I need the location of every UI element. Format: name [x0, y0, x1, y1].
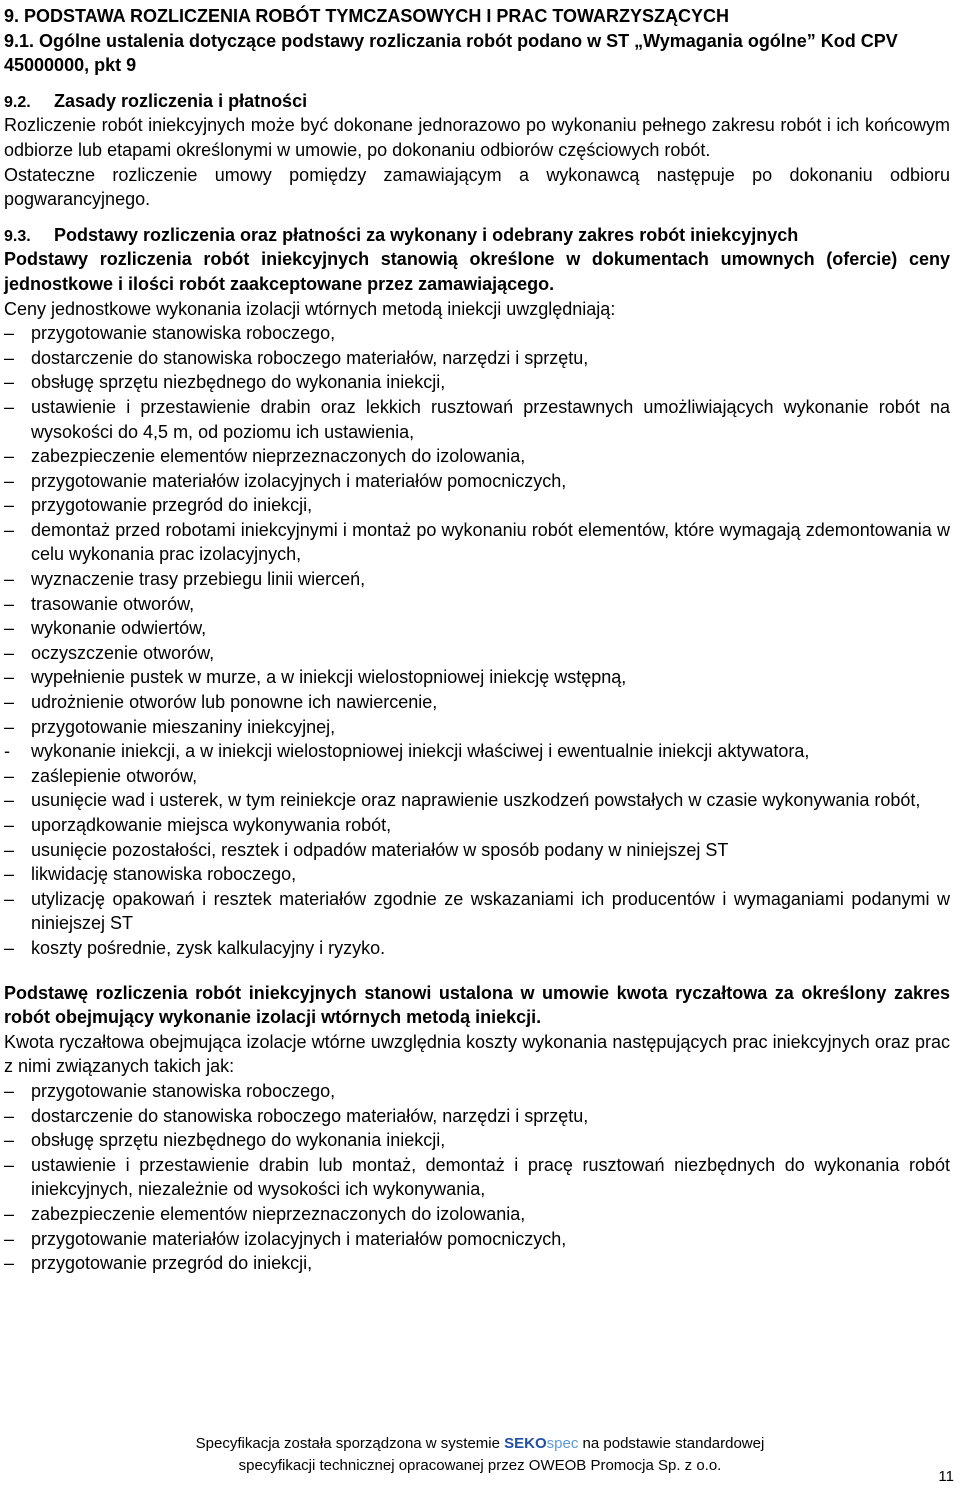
list-item-text: wykonanie odwiertów,: [31, 618, 207, 639]
list-item-text: wykonanie iniekcji, a w iniekcji wielostopniowej iniekcji właściwej i ewentualnie iniekcji aktywatora,: [31, 741, 810, 762]
list-item: [4, 518, 950, 567]
list-item-text: przygotowanie przegród do iniekcji,: [31, 1253, 313, 1274]
list-item: [4, 665, 950, 690]
list-item: [4, 616, 950, 641]
list-item-text: dostarczenie do stanowiska roboczego materiałów, narzędzi i sprzętu,: [31, 347, 589, 368]
list-item: [4, 715, 950, 740]
list-item: [4, 862, 950, 887]
section-9-2-paragraph-2: Ostateczne rozliczenie umowy pomiędzy zamawiającym a wykonawcą następuje po dokonaniu odbioru pogwarancyjnego.: [4, 164, 950, 210]
list-item-text: udrożnienie otworów lub ponowne ich nawiercenie,: [31, 692, 438, 713]
list-item-text: zabezpieczenie elementów nieprzeznaczonych do izolowania,: [31, 446, 526, 467]
spacer: [4, 212, 950, 223]
section-9-3-bold-paragraph: Podstawy rozliczenia robót iniekcyjnych stanowią określone w dokumentach umownych (ofercie) ceny jednostkowe i ilości robót zaakceptowane przez zamawiającego.: [4, 249, 950, 294]
list-dash: –: [4, 1105, 15, 1126]
list-item-text: przygotowanie stanowiska roboczego,: [31, 1080, 336, 1101]
footer-text-post: na podstawie standardowej: [582, 1435, 765, 1452]
section-9-3-heading: [4, 223, 950, 248]
list-item: [4, 1128, 950, 1153]
list-item: [4, 395, 950, 444]
list-item: [4, 788, 950, 813]
list-dash: –: [4, 1080, 15, 1101]
list-item-text: wyznaczenie trasy przebiegu linii wierceń,: [31, 569, 366, 590]
list-item: [4, 764, 950, 789]
document-page: [4, 4, 950, 1276]
list-dash: –: [4, 692, 15, 713]
list-dash: –: [4, 495, 15, 516]
page-number: 11: [938, 1468, 954, 1485]
footer-line-2: specyfikacji technicznej opracowanej przez OWEOB Promocja Sp. z o.o.: [238, 1457, 722, 1474]
list-item-text: uporządkowanie miejsca wykonywania robót,: [31, 815, 392, 835]
list-dash: –: [4, 937, 15, 958]
list-item-text: przygotowanie przegród do iniekcji,: [31, 495, 313, 516]
list-dash: –: [4, 569, 15, 590]
spacer: [4, 78, 950, 89]
section-9-2-number: 9.2.: [4, 93, 31, 111]
list-item: [4, 1251, 950, 1276]
list-item-text: zabezpieczenie elementów nieprzeznaczonych do izolowania,: [31, 1203, 526, 1224]
list-item: [4, 1104, 950, 1129]
list-dash: –: [4, 642, 15, 663]
list-dash: –: [4, 1130, 15, 1151]
list-item-text: demontaż przed robotami iniekcyjnymi i montaż po wykonaniu robót elementów, które wymagają zdemontowania w celu wykonania prac izolacyjnych,: [31, 519, 950, 565]
list-item: [4, 469, 950, 494]
list-item-text: przygotowanie mieszaniny iniekcyjnej,: [31, 716, 336, 737]
list-item: [4, 641, 950, 666]
list-item-text: obsługę sprzętu niezbędnego do wykonania iniekcji,: [31, 1130, 446, 1151]
list-item-text: likwidację stanowiska roboczego,: [31, 864, 297, 885]
list-dash: –: [4, 618, 15, 639]
list-item-text: ustawienie i przestawienie drabin oraz lekkich rusztowań przestawnych umożliwiających wykonanie robót na wysokości do 4,5 m, od poziomu ich ustawienia,: [31, 396, 950, 442]
lump-sum-intro: Kwota ryczałtowa obejmująca izolacje wtórne uwzględnia koszty wykonania następujących prac iniekcyjnych oraz prac z nimi związanych takich jak:: [4, 1031, 950, 1077]
list-item: [4, 321, 950, 346]
section-9-2-paragraph-1: Rozliczenie robót iniekcyjnych może być dokonane jednorazowo po wykonaniu pełnego zakresu robót i ich końcowym odbiorze lub etapami określonymi w umowie, po dokonaniu odbiorów częściowych robót.: [4, 115, 950, 160]
page-footer: [0, 1433, 960, 1477]
list-dash: –: [4, 667, 15, 688]
brand-part-b: spec: [546, 1435, 579, 1452]
list-item-text: przygotowanie materiałów izolacyjnych i materiałów pomocniczych,: [31, 1228, 567, 1249]
footer-line-1: [0, 1433, 960, 1455]
list-item-text: przygotowanie materiałów izolacyjnych i materiałów pomocniczych,: [31, 470, 567, 491]
list-item-text: obsługę sprzętu niezbędnego do wykonania iniekcji,: [31, 372, 446, 393]
list-dash: –: [4, 519, 15, 540]
list-item: [4, 690, 950, 715]
list-item: [4, 813, 950, 838]
list-dash: –: [4, 1154, 15, 1175]
list-item: [4, 370, 950, 395]
section-title: 9. PODSTAWA ROZLICZENIA ROBÓT TYMCZASOWYCH I PRAC TOWARZYSZĄCYCH: [4, 6, 730, 26]
list-dash: –: [4, 1253, 15, 1274]
list-item-text: przygotowanie stanowiska roboczego,: [31, 323, 336, 344]
footer-text-pre: Specyfikacja została sporządzona w systemie: [195, 1435, 500, 1452]
brand-part-a: SEKO: [504, 1435, 547, 1452]
list-item: [4, 346, 950, 371]
list-item: [4, 493, 950, 518]
list-item-text: zaślepienie otworów,: [31, 765, 198, 786]
list-dash: –: [4, 790, 15, 811]
list-dash: –: [4, 864, 15, 885]
list-item: [4, 1153, 950, 1202]
list-item: [4, 887, 950, 936]
list-dash: –: [4, 470, 15, 491]
section-9-2-title: Zasady rozliczenia i płatności: [54, 90, 308, 111]
list-dash: –: [4, 888, 15, 909]
list-item: [4, 444, 950, 469]
list-item-text: utylizację opakowań i resztek materiałów zgodnie ze wskazaniami ich producentów i wymaganiami podanymi w niniejszej ST: [31, 888, 950, 934]
list-item: [4, 567, 950, 592]
list-item-text: usunięcie wad i usterek, w tym reiniekcje oraz naprawienie uszkodzeń powstałych w czasie wykonywania robót,: [31, 790, 921, 811]
section-9-3-number: 9.3.: [4, 227, 31, 245]
list-item-text: dostarczenie do stanowiska roboczego materiałów, narzędzi i sprzętu,: [31, 1105, 589, 1126]
list-dash: –: [4, 593, 15, 614]
list-item-text: trasowanie otworów,: [31, 593, 195, 614]
list-dash: –: [4, 765, 15, 786]
list-item-text: usunięcie pozostałości, resztek i odpadów materiałów w sposób podany w niniejszej ST: [31, 839, 729, 860]
list-dash: –: [4, 347, 15, 368]
lump-sum-bold-paragraph: Podstawę rozliczenia robót iniekcyjnych stanowi ustalona w umowie kwota ryczałtowa za określony zakres robót obejmujący wykonanie izolacji wtórnych metodą iniekcji.: [4, 982, 950, 1028]
list-item: [4, 1227, 950, 1252]
section-9-2-heading: [4, 89, 950, 114]
list-item-text: koszty pośrednie, zysk kalkulacyjny i ryzyko.: [31, 937, 386, 958]
list-dash: –: [4, 446, 15, 467]
brand-logo: [504, 1435, 578, 1452]
list-item: [4, 592, 950, 617]
list-dash: –: [4, 1228, 15, 1249]
list-item: [4, 936, 950, 961]
list-item: [4, 739, 950, 764]
section-9-1: 9.1. Ogólne ustalenia dotyczące podstawy rozliczania robót podano w ST „Wymagania ogólne” Kod CPV 45000000, pkt 9: [4, 30, 898, 76]
list-dash: -: [4, 741, 10, 762]
list-dash: –: [4, 396, 15, 417]
cost-items-list: [4, 321, 950, 960]
list-item-text: ustawienie i przestawienie drabin lub montaż, demontaż i pracę rusztowań niezbędnych do wykonania robót iniekcyjnych, niezależnie od wysokości ich wykonywania,: [31, 1154, 950, 1200]
list-item: [4, 1202, 950, 1227]
list-dash: –: [4, 716, 15, 737]
list-item: [4, 838, 950, 863]
list-item: [4, 1079, 950, 1104]
list-dash: –: [4, 323, 15, 344]
list-item-text: oczyszczenie otworów,: [31, 642, 215, 663]
list-dash: –: [4, 372, 15, 393]
list-item-text: wypełnienie pustek w murze, a w iniekcji wielostopniowej iniekcję wstępną,: [31, 667, 627, 688]
spacer: [4, 961, 950, 981]
list-dash: –: [4, 815, 15, 835]
section-9-3-intro: Ceny jednostkowe wykonania izolacji wtórnych metodą iniekcji uwzględniają:: [4, 298, 616, 319]
lump-sum-items-list: [4, 1079, 950, 1276]
list-dash: –: [4, 1203, 15, 1224]
section-9-3-title: Podstawy rozliczenia oraz płatności za wykonany i odebrany zakres robót iniekcyjnych: [54, 224, 799, 245]
list-dash: –: [4, 839, 15, 860]
